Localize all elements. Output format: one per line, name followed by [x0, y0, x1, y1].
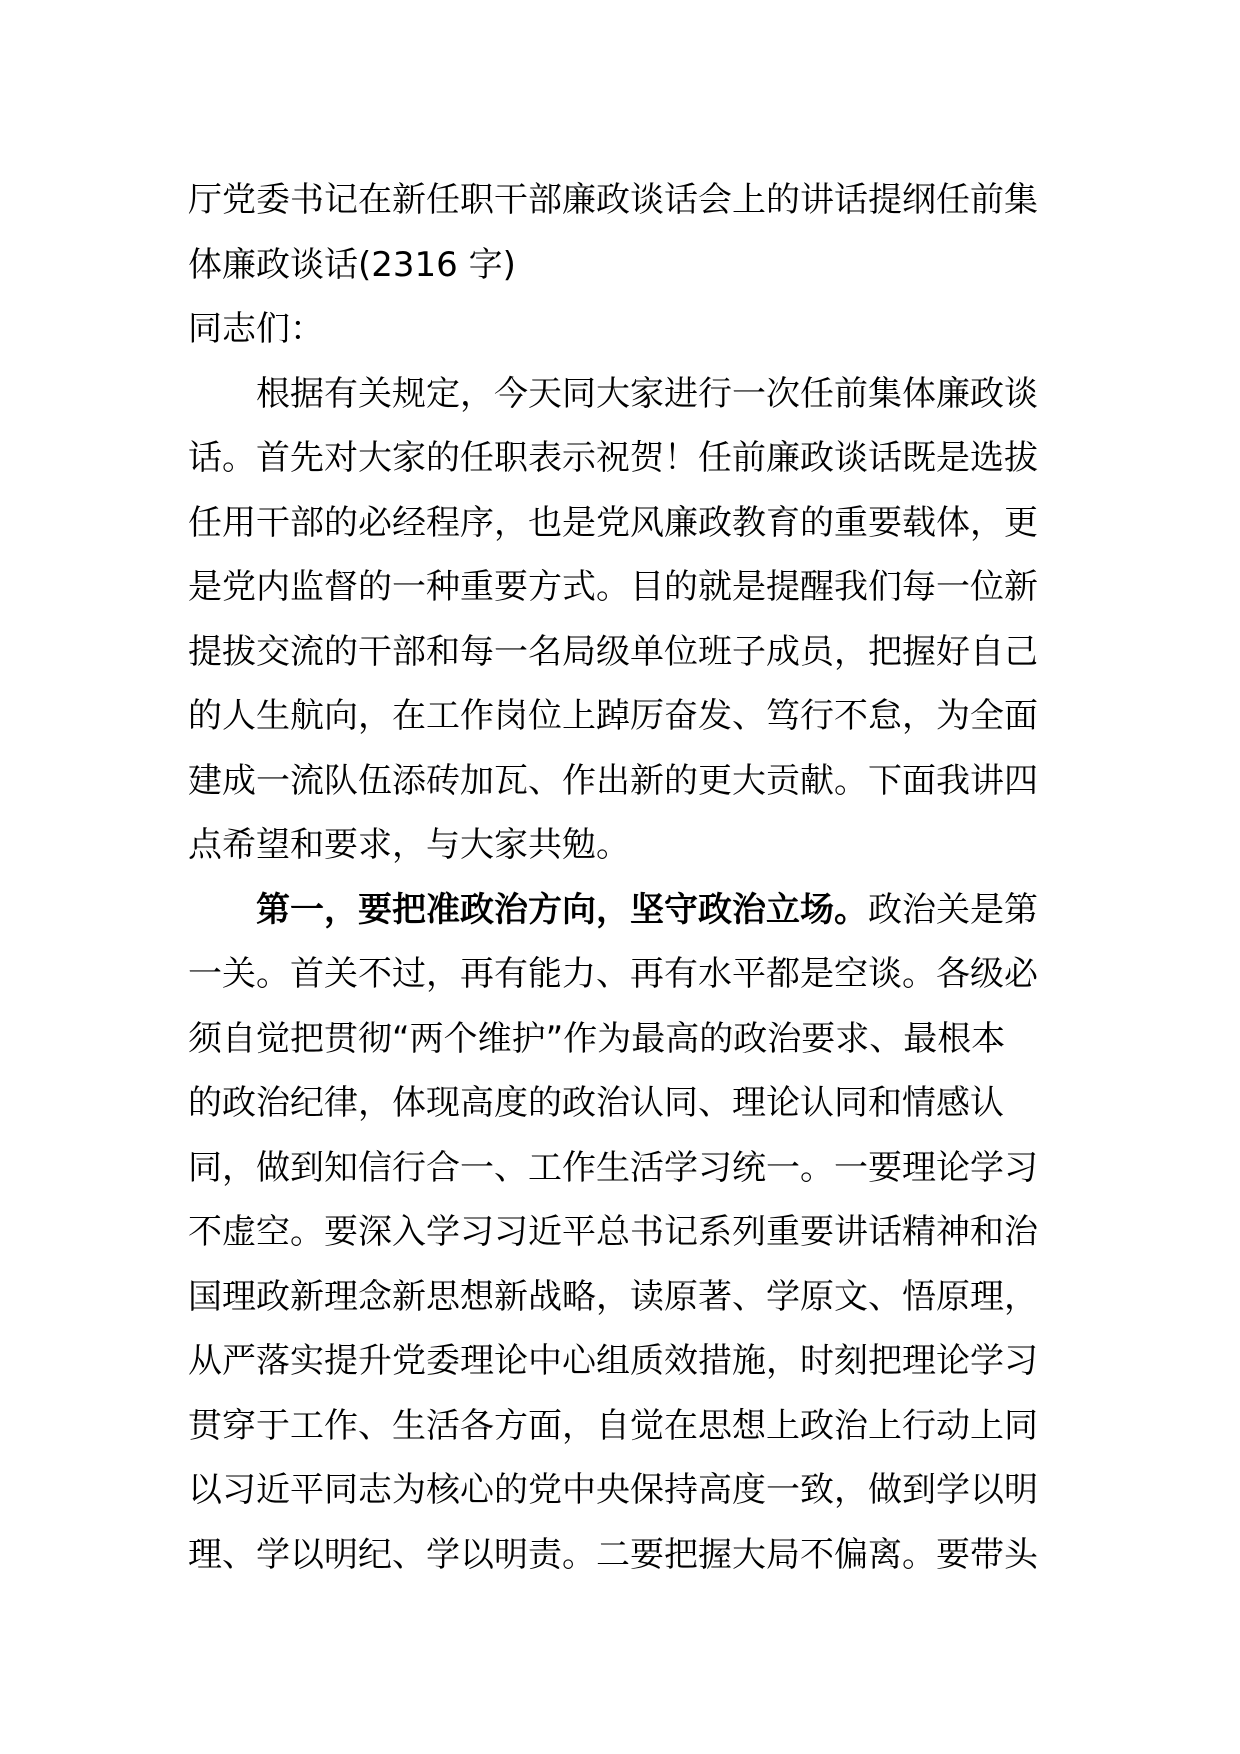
paragraph-line: 点希望和要求，与大家共勉。: [188, 825, 630, 865]
paragraph-line: 的人生航向，在工作岗位上踔厉奋发、笃行不怠，为全面: [188, 696, 1038, 736]
paragraph-line: [188, 878, 1054, 943]
paragraph-line: 国理政新理念新思想新战略，读原著、学原文、悟原理，: [188, 1276, 1038, 1317]
salutation: 同志们：: [188, 309, 324, 349]
document-title-line-2: 体廉政谈话(2316 字): [188, 244, 516, 285]
paragraph-line: 理、学以明纪、学以明责。二要把握大局不偏离。要带头: [188, 1534, 1038, 1575]
paragraph-line: 不虚空。要深入学习习近平总书记系列重要讲话精神和治: [188, 1212, 1038, 1252]
paragraph-line: 贯穿于工作、生活各方面，自觉在思想上政治上行动上同: [188, 1405, 1038, 1446]
paragraph-line: 同，做到知信行合一、工作生活学习统一。一要理论学习: [188, 1147, 1038, 1188]
paragraph-1: [188, 362, 1054, 878]
paragraph-line: 建成一流队伍添砖加瓦、作出新的更大贡献。下面我讲四: [188, 760, 1038, 801]
paragraph-line: 以习近平同志为核心的党中央保持高度一致，做到学以明: [188, 1470, 1038, 1510]
paragraph-2: [188, 878, 1054, 1588]
paragraph-line: 须自觉把贯彻“两个维护”作为最高的政治要求、最根本: [188, 1018, 1006, 1059]
paragraph-line: 的政治纪律，体现高度的政治认同、理论认同和情感认: [188, 1083, 1004, 1123]
paragraph-line: 是党内监督的一种重要方式。目的就是提醒我们每一位新: [188, 567, 1038, 607]
paragraph-line: 根据有关规定，今天同大家进行一次任前集体廉政谈: [256, 373, 1038, 414]
paragraph-text: 政治关是第: [868, 889, 1038, 930]
document-title-line-1: 厅党委书记在新任职干部廉政谈话会上的讲话提纲任前集: [188, 180, 1038, 220]
paragraph-line: 话。首先对大家的任职表示祝贺！任前廉政谈话既是选拔: [188, 438, 1038, 478]
paragraph-line: 提拔交流的干部和每一名局级单位班子成员，把握好自己: [188, 631, 1038, 672]
section-heading: 第一，要把准政治方向，坚守政治立场。: [256, 889, 868, 930]
document-page: [188, 168, 1054, 1587]
paragraph-line: 任用干部的必经程序，也是党风廉政教育的重要载体，更: [188, 502, 1038, 543]
paragraph-line: 从严落实提升党委理论中心组质效措施，时刻把理论学习: [188, 1341, 1038, 1381]
paragraph-line: 一关。首关不过，再有能力、再有水平都是空谈。各级必: [188, 954, 1038, 994]
